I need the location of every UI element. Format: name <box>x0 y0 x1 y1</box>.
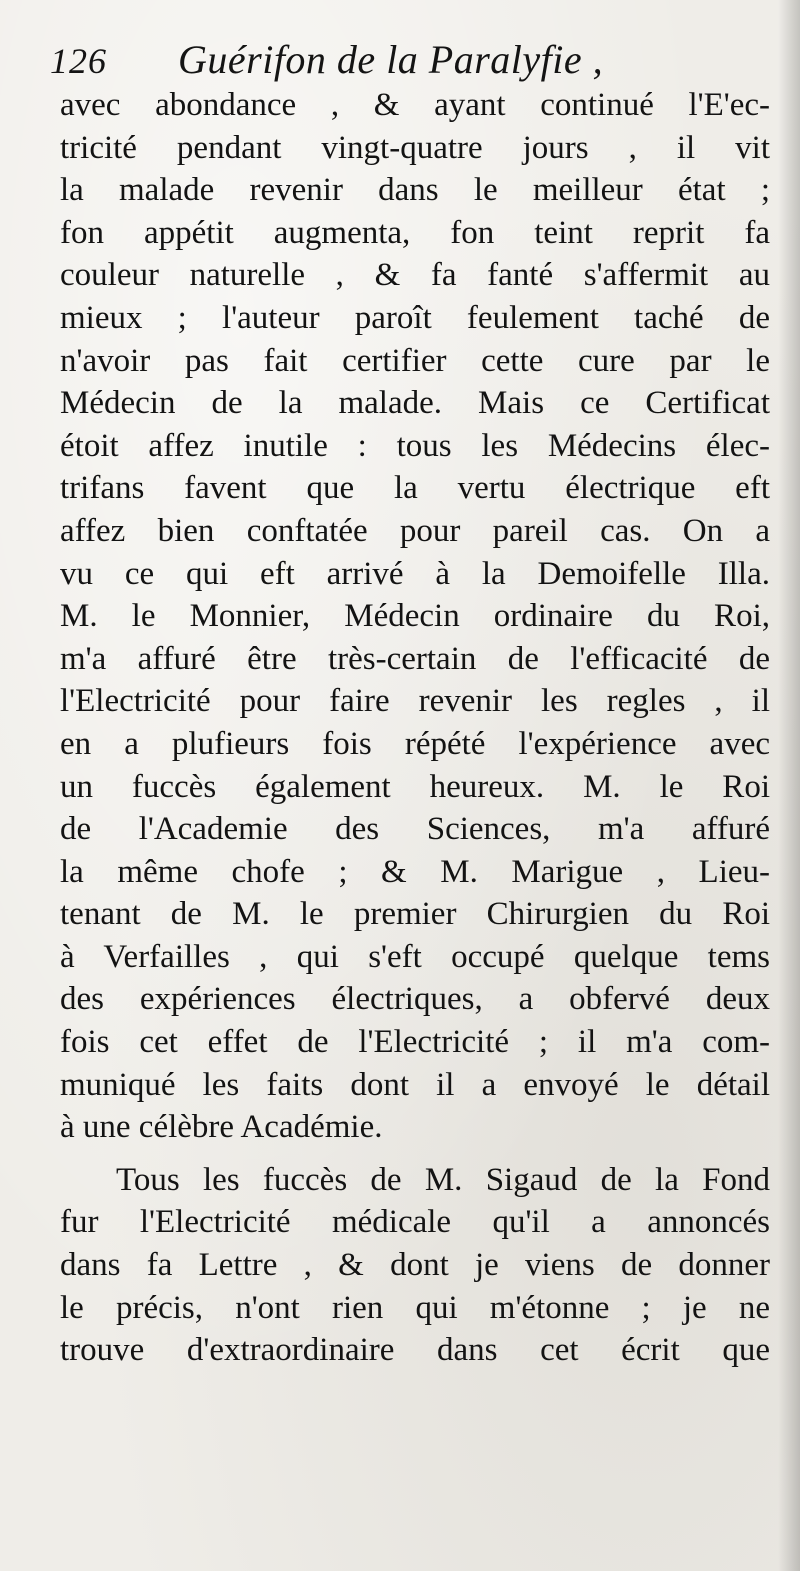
text-line: m'a affuré être très-certain de l'efficacité de <box>60 640 770 677</box>
text-line: le précis, n'ont rien qui m'étonne ; je ne <box>60 1289 770 1326</box>
text-line: à une célèbre Académie. <box>60 1109 383 1146</box>
text-line: Tous les fuccès de M. Sigaud de la Fond <box>116 1161 770 1198</box>
text-line: fois cet effet de l'Electricité ; il m'a com- <box>60 1024 770 1061</box>
text-line: trifans favent que la vertu électrique eft <box>60 470 770 507</box>
text-line: un fuccès également heureux. M. le Roi <box>60 768 770 805</box>
text-line: Médecin de la malade. Mais ce Certificat <box>60 385 770 422</box>
text-line: de l'Academie des Sciences, m'a affuré <box>60 811 770 848</box>
text-line: tenant de M. le premier Chirurgien du Roi <box>60 896 770 933</box>
text-line: affez bien conftatée pour pareil cas. On a <box>60 512 770 549</box>
text-line: couleur naturelle , & fa fanté s'affermit au <box>60 257 770 294</box>
text-line: la même chofe ; & M. Marigue , Lieu- <box>60 853 770 890</box>
paragraph-gap <box>60 1149 770 1159</box>
text-line: l'Electricité pour faire revenir les regles , il <box>60 683 770 720</box>
text-line: avec abondance , & ayant continué l'E'ec- <box>60 87 770 123</box>
text-line: M. le Monnier, Médecin ordinaire du Roi, <box>60 598 770 635</box>
page-edge-shadow <box>778 0 800 1571</box>
text-line: fon appétit augmenta, fon teint reprit fa <box>60 214 770 251</box>
text-line: fur l'Electricité médicale qu'il a annoncés <box>60 1204 770 1241</box>
text-line: dans fa Lettre , & dont je viens de donner <box>60 1247 770 1284</box>
text-line: mieux ; l'auteur paroît feulement taché de <box>60 299 770 336</box>
text-line: vu ce qui eft arrivé à la Demoifelle Illa. <box>60 555 770 592</box>
running-title: Guérifon de la Paralyfie , <box>178 37 604 82</box>
text-line: n'avoir pas fait certifier cette cure par le <box>60 342 770 379</box>
page-header <box>50 36 770 88</box>
text-line: tricité pendant vingt-quatre jours , il vit <box>60 129 770 166</box>
text-line: muniqué les faits dont il a envoyé le détail <box>60 1066 770 1103</box>
text-line: des expériences électriques, a obfervé deux <box>60 981 770 1018</box>
text-line: la malade revenir dans le meilleur état ; <box>60 172 770 209</box>
paragraph-1 <box>60 84 770 1149</box>
page-number: 126 <box>50 41 107 81</box>
text-line: trouve d'extraordinaire dans cet écrit que <box>60 1332 770 1369</box>
body-text <box>60 84 770 1372</box>
paragraph-2 <box>60 1159 770 1372</box>
text-line: à Verfailles , qui s'eft occupé quelque tems <box>60 938 770 975</box>
text-line: étoit affez inutile : tous les Médecins élec- <box>60 427 770 464</box>
text-line: en a plufieurs fois répété l'expérience avec <box>60 725 770 762</box>
